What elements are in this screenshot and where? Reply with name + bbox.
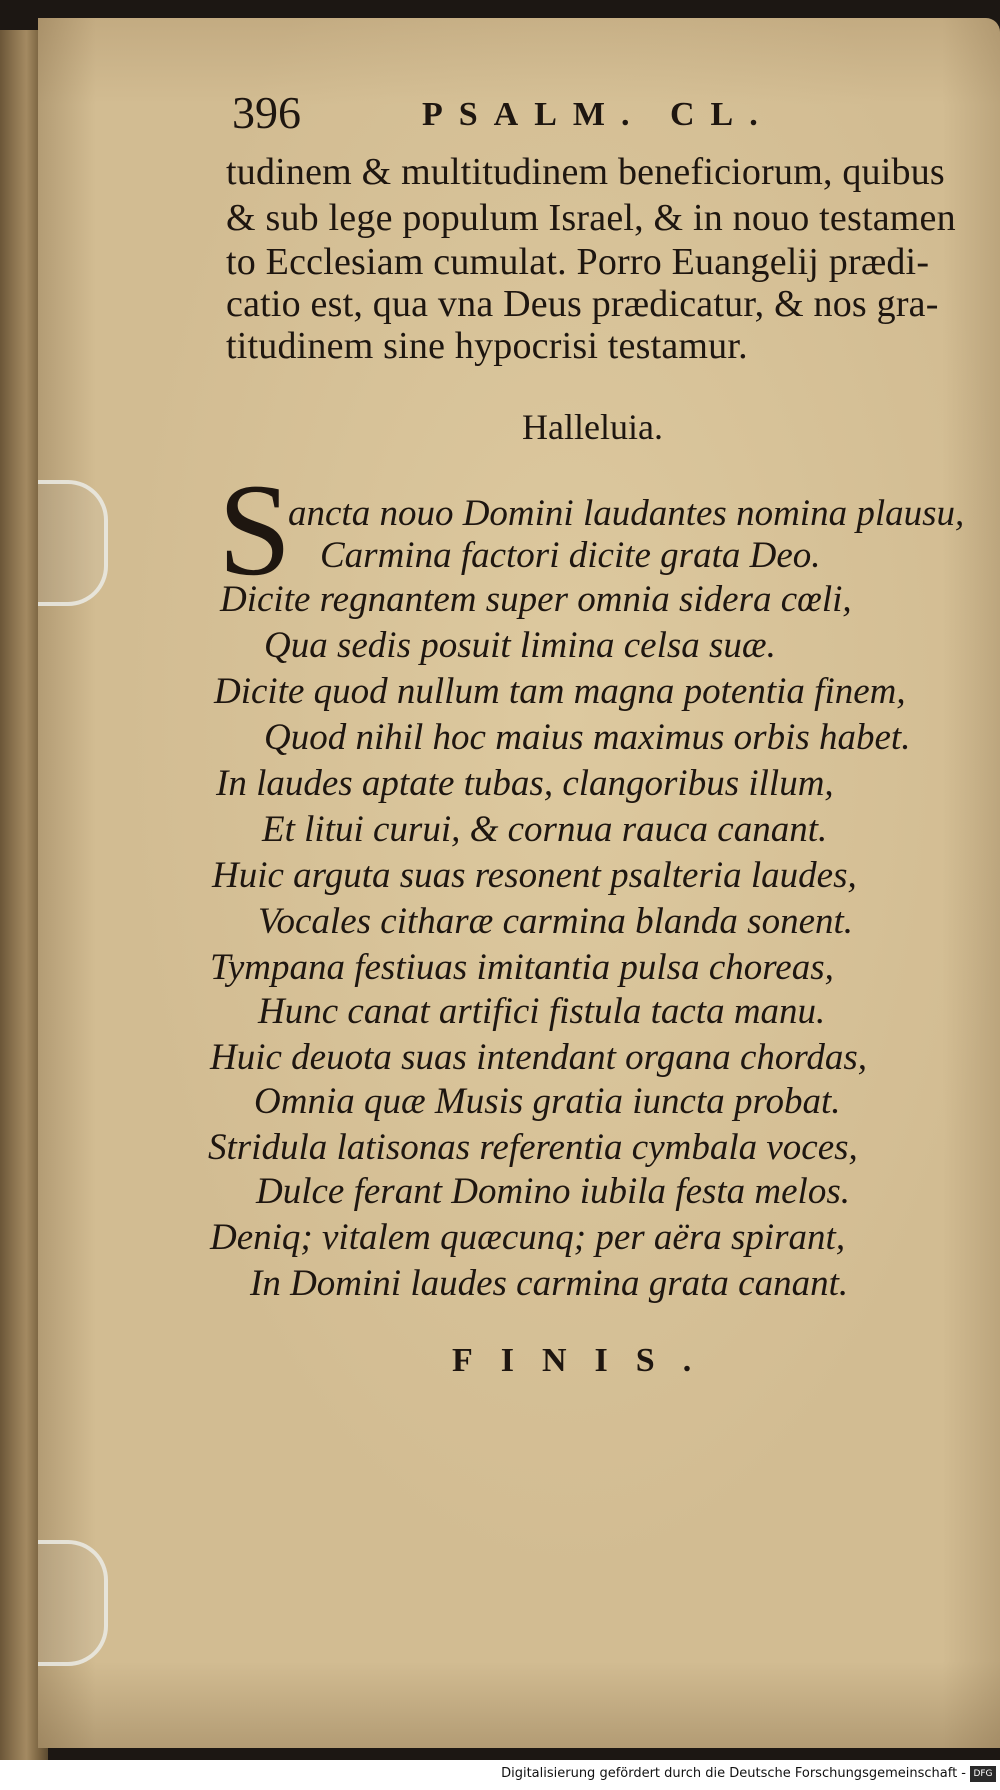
page-number: 396 (232, 87, 301, 138)
verse-line-9: Huic arguta suas resonent psalteria laudes, (212, 855, 857, 896)
verse-line-16: Dulce ferant Domino iubila festa melos. (256, 1171, 850, 1212)
drop-cap: S (218, 456, 292, 603)
prose-line-1: tudinem & multitudinem beneficiorum, quibus (226, 151, 945, 193)
verse-line-14: Omnia quæ Musis gratia iuncta probat. (254, 1081, 841, 1122)
verse-line-17: Deniq; vitalem quæcunq; per aëra spirant, (210, 1217, 846, 1258)
verse-line-18: In Domini laudes carmina grata canant. (250, 1263, 849, 1304)
verse-line-1: ancta nouo Domini laudantes nomina plausu, (288, 493, 965, 534)
digitization-footer (0, 1760, 1000, 1790)
dfg-logo: DFG (970, 1766, 996, 1782)
verse-line-7: In laudes aptate tubas, clangoribus illum, (216, 763, 834, 804)
page-clip-top (38, 480, 108, 606)
verse-line-13: Huic deuota suas intendant organa chordas, (210, 1037, 868, 1078)
prose-line-3: to Ecclesiam cumulat. Porro Euangelij prædi- (226, 241, 930, 283)
verse-line-5: Dicite quod nullum tam magna potentia finem, (214, 671, 906, 712)
verse-line-4: Qua sedis posuit limina celsa suæ. (264, 625, 776, 666)
prose-line-5: titudinem sine hypocrisi testamur. (226, 325, 748, 367)
verse-line-3: Dicite regnantem super omnia sidera cœli, (220, 579, 852, 620)
prose-line-4: catio est, qua vna Deus prædicatur, & nos gra- (226, 283, 939, 325)
prose-line-2: & sub lege populum Israel, & in nouo testamen (226, 197, 956, 239)
finis-colophon: FINIS. (452, 1342, 720, 1379)
verse-line-10: Vocales citharæ carmina blanda sonent. (258, 901, 854, 942)
verse-line-15: Stridula latisonas referentia cymbala voces, (208, 1127, 858, 1168)
digitization-credit: Digitalisierung gefördert durch die Deutsche Forschungsgemeinschaft - (501, 1766, 966, 1781)
verse-line-8: Et litui curui, & cornua rauca canant. (262, 809, 828, 850)
page-clip-bottom (38, 1540, 108, 1666)
verse-line-11: Tympana festiuas imitantia pulsa choreas, (210, 947, 834, 988)
section-heading: Halleluia. (522, 407, 663, 447)
verse-line-12: Hunc canat artifici fistula tacta manu. (258, 991, 826, 1032)
running-title: PSALM. CL. (422, 96, 774, 133)
verse-line-6: Quod nihil hoc maius maximus orbis habet. (264, 717, 911, 758)
verse-line-2: Carmina factori dicite grata Deo. (320, 535, 821, 576)
